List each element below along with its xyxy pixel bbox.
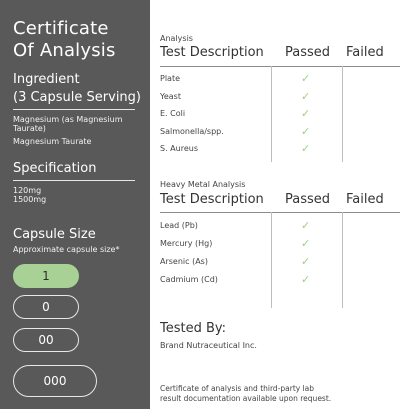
divider: [13, 180, 135, 181]
page-title: [13, 18, 116, 62]
footer-note: [160, 384, 392, 404]
ingredient-item: Taurate): [13, 124, 46, 133]
heavy-metal-header-failed: Failed: [346, 192, 384, 207]
check-icon: ✓: [301, 273, 311, 286]
test-row-label: Arsenic (As): [160, 257, 208, 266]
specification-heading: Specification: [13, 161, 97, 176]
test-row-label: E. Coli: [160, 109, 186, 118]
capsule-size-1-button[interactable]: 1: [13, 264, 79, 288]
footer-line-2: result documentation available upon request.: [160, 394, 332, 403]
check-icon: ✓: [301, 89, 311, 103]
check-icon: ✓: [301, 124, 311, 138]
title-line-1: Certificate: [13, 18, 109, 39]
column-divider: [271, 212, 272, 308]
check-icon: ✓: [301, 72, 311, 85]
column-divider: [342, 212, 343, 308]
left-panel: [0, 0, 150, 409]
ingredient-item: Magnesium Taurate: [13, 137, 92, 146]
capsule-size-note: Approximate capsule size*: [13, 245, 120, 254]
capsule-size-000-button[interactable]: 000: [13, 365, 97, 397]
analysis-header-test-description: Test Description: [160, 45, 264, 60]
check-icon: ✓: [301, 219, 311, 232]
check-icon: ✓: [301, 107, 311, 120]
capsule-size-00-button[interactable]: 00: [13, 328, 79, 352]
tested-by-company: Brand Nutraceutical Inc.: [160, 341, 257, 350]
column-divider: [271, 66, 272, 162]
title-line-2: Of Analysis: [13, 40, 116, 61]
test-row-label: S. Aureus: [160, 144, 198, 153]
divider: [13, 109, 135, 110]
check-icon: ✓: [301, 237, 311, 250]
right-panel: [150, 0, 400, 409]
table-divider: [160, 212, 400, 213]
column-divider: [342, 66, 343, 162]
analysis-header-passed: Passed: [285, 45, 331, 60]
tested-by-heading: Tested By:: [160, 321, 227, 336]
test-row-label: Lead (Pb): [160, 221, 198, 230]
table-divider: [160, 66, 400, 67]
ingredient-heading: Ingredient: [13, 72, 80, 87]
analysis-section-label: Analysis: [160, 34, 193, 43]
check-icon: ✓: [301, 142, 311, 155]
ingredient-item: Magnesium (as Magnesium: [13, 115, 123, 124]
test-row-label: Salmonella/spp.: [160, 126, 224, 136]
check-icon: ✓: [301, 255, 311, 268]
capsule-size-0-button[interactable]: 0: [13, 295, 79, 319]
test-row-label: Mercury (Hg): [160, 239, 213, 248]
capsule-size-heading: Capsule Size: [13, 227, 96, 242]
spec-value: 1500mg: [13, 195, 47, 204]
spec-value: 120mg: [13, 186, 42, 195]
heavy-metal-header-test-description: Test Description: [160, 192, 264, 207]
heavy-metal-section-label: Heavy Metal Analysis: [160, 180, 246, 189]
ingredient-serving-heading: (3 Capsule Serving): [13, 90, 141, 105]
heavy-metal-header-passed: Passed: [285, 192, 331, 207]
footer-line-1: Certificate of analysis and third-party lab: [160, 384, 315, 393]
test-row-label: Plate: [160, 74, 181, 83]
test-row-label: Yeast: [160, 91, 181, 101]
analysis-header-failed: Failed: [346, 45, 384, 60]
test-row-label: Cadmium (Cd): [160, 275, 218, 284]
